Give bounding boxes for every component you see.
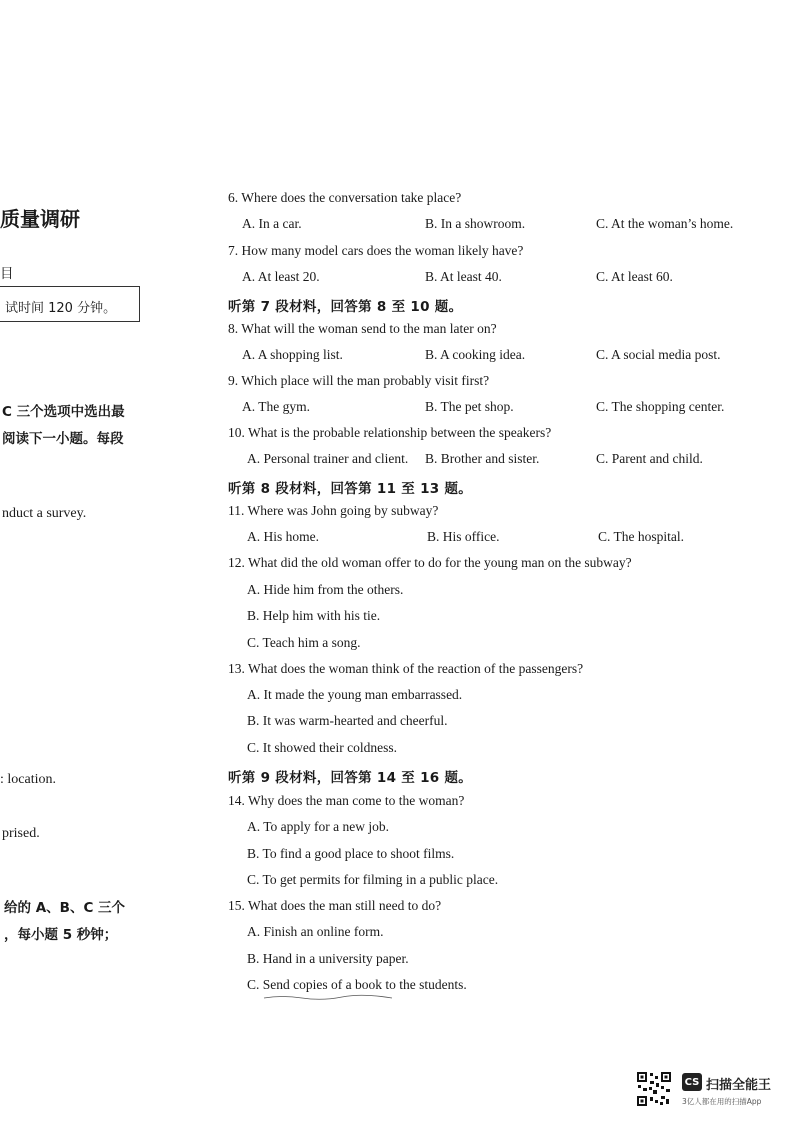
section-7-heading: 听第 7 段材料，回答第 8 至 10 题。 [228, 299, 463, 315]
q6-option-c: C. At the woman’s home. [596, 216, 734, 231]
q15-option-c: C. Send copies of a book to the students. [247, 977, 467, 992]
question-12: 12. What did the old woman offer to do for the young man on the subway? [228, 555, 632, 570]
q11-option-b: B. His office. [427, 529, 500, 544]
exam-title-fragment: 质量调研 [0, 207, 80, 231]
instruction-line-2: 阅读下一小题。每段 [2, 431, 124, 447]
question-6: 6. Where does the conversation take place? [228, 190, 462, 205]
q10-option-a: A. Personal trainer and client. [247, 451, 409, 466]
q9-option-c: C. The shopping center. [596, 399, 725, 414]
camscanner-subtitle: 3亿人都在用的扫描App [682, 1097, 762, 1106]
question-13: 13. What does the woman think of the reaction of the passengers? [228, 661, 584, 676]
q13-option-b: B. It was warm-hearted and cheerful. [247, 713, 448, 728]
q14-option-c: C. To get permits for filming in a public place. [247, 872, 499, 887]
q7-option-c: C. At least 60. [596, 269, 673, 284]
q15-option-a: A. Finish an online form. [247, 924, 384, 939]
camscanner-name: 扫描全能王 [706, 1078, 772, 1093]
left-option-fragment-3: prised. [2, 826, 40, 841]
q7-option-a: A. At least 20. [242, 269, 320, 284]
question-8: 8. What will the woman send to the man later on? [228, 321, 497, 336]
q9-option-b: B. The pet shop. [425, 399, 514, 414]
q12-option-b: B. Help him with his tie. [247, 608, 381, 623]
q15-option-b: B. Hand in a university paper. [247, 951, 409, 966]
qr-code-icon [636, 1071, 672, 1107]
q6-option-b: B. In a showroom. [425, 216, 526, 231]
question-7: 7. How many model cars does the woman likely have? [228, 243, 524, 258]
q11-option-a: A. His home. [247, 529, 319, 544]
q8-option-a: A. A shopping list. [242, 347, 343, 362]
q10-option-c: C. Parent and child. [596, 451, 703, 466]
left-option-fragment-2: : location. [0, 772, 56, 787]
title-small-fragment: 目 [0, 266, 14, 282]
instruction-line-4: ，每小题 5 秒钟； [4, 927, 118, 943]
pencil-scribble-underline [262, 993, 402, 1001]
q10-option-b: B. Brother and sister. [425, 451, 540, 466]
question-14: 14. Why does the man come to the woman? [228, 793, 465, 808]
camscanner-logo: CS [682, 1073, 702, 1091]
q14-option-a: A. To apply for a new job. [247, 819, 390, 834]
q12-option-a: A. Hide him from the others. [247, 582, 404, 597]
q6-option-a: A. In a car. [242, 216, 302, 231]
q8-option-b: B. A cooking idea. [425, 347, 526, 362]
exam-time-box [0, 286, 140, 322]
q14-option-b: B. To find a good place to shoot films. [247, 846, 455, 861]
section-9-heading: 听第 9 段材料，回答第 14 至 16 题。 [228, 770, 473, 786]
left-option-fragment-1: nduct a survey. [2, 506, 87, 521]
q13-option-a: A. It made the young man embarrassed. [247, 687, 463, 702]
question-9: 9. Which place will the man probably visit first? [228, 373, 490, 388]
question-10: 10. What is the probable relationship between the speakers? [228, 425, 552, 440]
instruction-line-1: C 三个选项中选出最 [2, 404, 125, 420]
section-8-heading: 听第 8 段材料，回答第 11 至 13 题。 [228, 481, 473, 497]
q11-option-c: C. The hospital. [598, 529, 684, 544]
q12-option-c: C. Teach him a song. [247, 635, 361, 650]
q7-option-b: B. At least 40. [425, 269, 502, 284]
exam-time-text: 试时间 120 分钟。 [5, 301, 117, 316]
q9-option-a: A. The gym. [242, 399, 310, 414]
instruction-line-3: 给的 A、B、C 三个 [4, 900, 126, 916]
question-11: 11. Where was John going by subway? [228, 503, 439, 518]
question-15: 15. What does the man still need to do? [228, 898, 442, 913]
q13-option-c: C. It showed their coldness. [247, 740, 397, 755]
q8-option-c: C. A social media post. [596, 347, 721, 362]
